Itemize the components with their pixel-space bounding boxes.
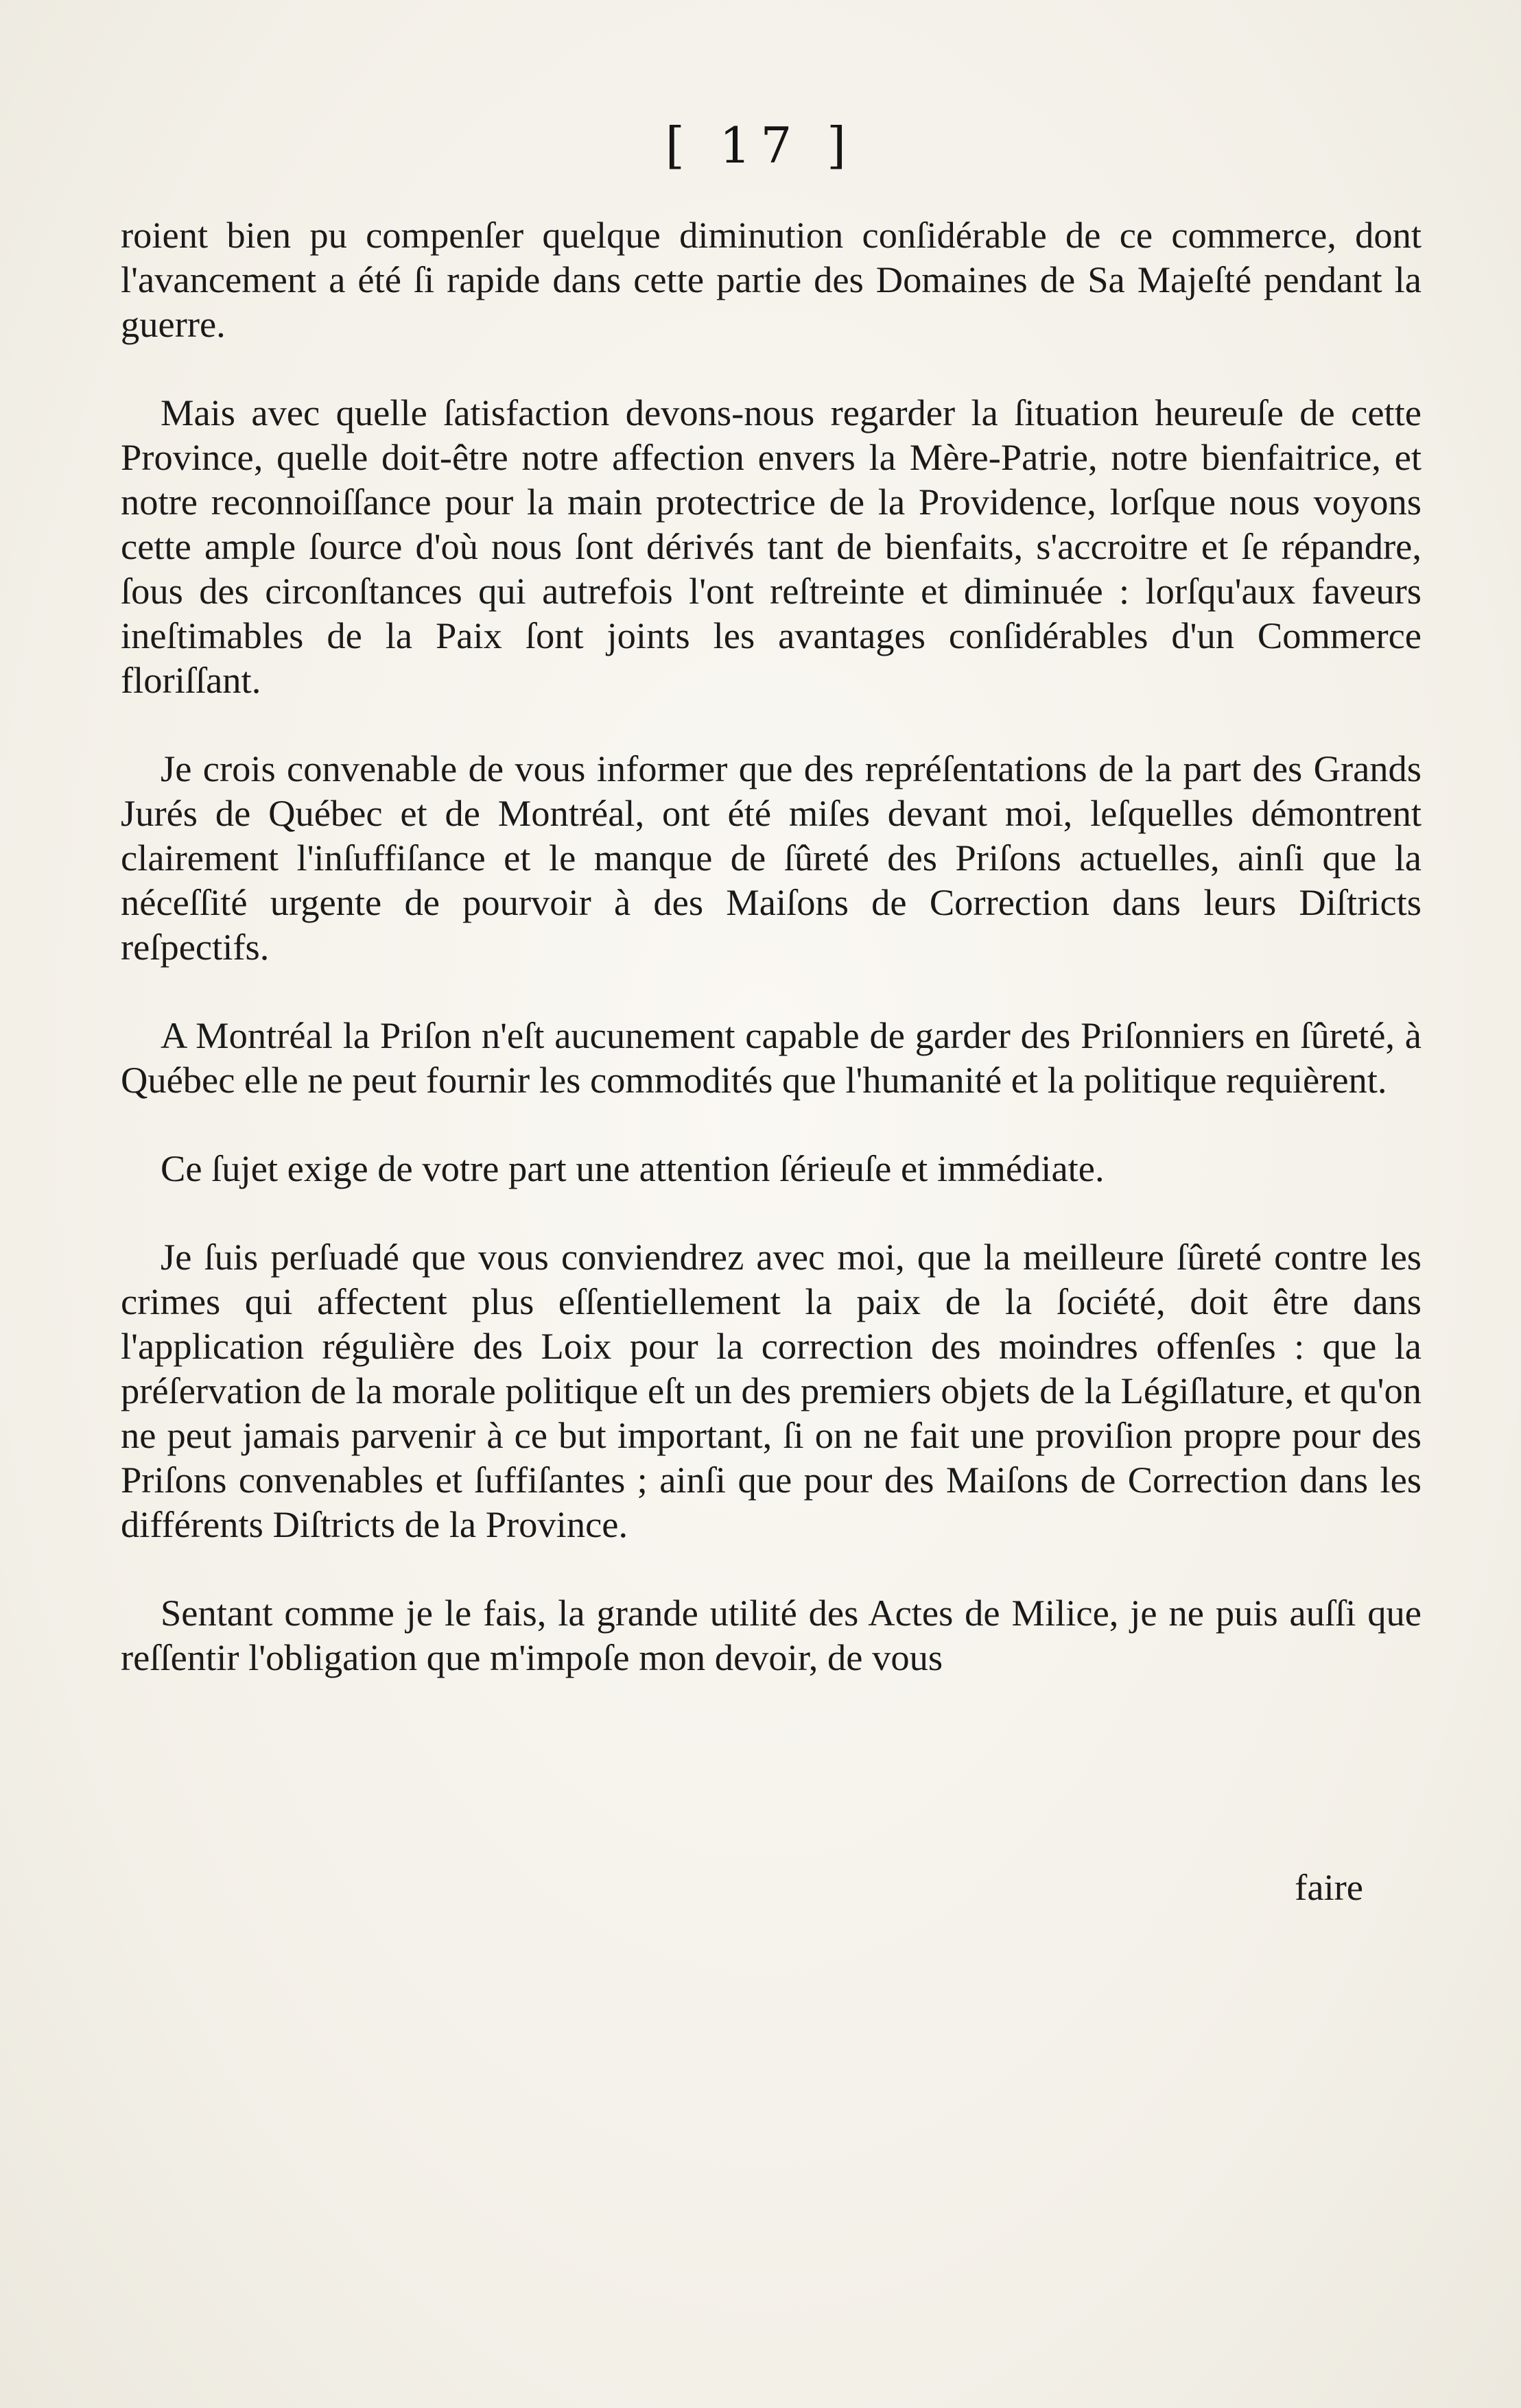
- paragraph-4: A Montréal la Priſon n'eſt aucunement capable de garder des Priſonniers en ſûreté, à Québec elle ne peut fournir les commodités que l'humanité et la politique requièrent.: [121, 1014, 1422, 1101]
- body-text: [121, 213, 1422, 1724]
- paragraph-6: Je ſuis perſuadé que vous conviendrez avec moi, que la meilleure ſûreté contre les crimes qui affectent plus eſſentiellement la paix de la ſociété, doit être dans l'application régulière des Loix pour la correction des moindres offenſes : que la préſervation de la morale politique eſt un des premiers objets de la Légiſlature, et qu'on ne peut jamais parvenir à ce but important, ſi on ne fait une proviſion propre pour des Priſons convenables et ſuffiſantes ; ainſi que pour des Maiſons de Correction dans les différents Diſtricts de la Province.: [121, 1236, 1422, 1545]
- paragraph-5: Ce ſujet exige de votre part une attention ſérieuſe et immédiate.: [161, 1147, 1105, 1189]
- catchword: faire: [1295, 1866, 1363, 1908]
- paragraph-3: Je crois convenable de vous informer que des repréſentations de la part des Grands Jurés de Québec et de Montréal, ont été miſes devant moi, leſquelles démontrent clairement l'inſuffiſance et le manque de ſûreté des Priſons actuelles, ainſi que la néceſſité urgente de pourvoir à des Maiſons de Correction dans leurs Diſtricts reſpectifs.: [121, 748, 1422, 968]
- paragraph-2: Mais avec quelle ſatisfaction devons-nous regarder la ſituation heureuſe de cette Province, quelle doit-être notre affection envers la Mère-Patrie, notre bienfaitrice, et notre reconnoiſſance pour la main protectrice de la Providence, lorſque nous voyons cette ample ſource d'où nous ſont dérivés tant de bienfaits, s'accroitre et ſe répandre, ſous des circonſtances qui autrefois l'ont reſtreinte et diminuée : lorſqu'aux faveurs ineſtimables de la Paix ſont joints les avantages conſidérables d'un Commerce floriſſant.: [121, 392, 1422, 701]
- page-number: [ 17 ]: [665, 117, 856, 174]
- paragraph-7: Sentant comme je le fais, la grande utilité des Actes de Milice, je ne puis auſſi que reſſentir l'obligation que m'impoſe mon devoir, de vous: [121, 1592, 1422, 1678]
- paragraph-1: roient bien pu compenſer quelque diminution conſidérable de ce commerce, dont l'avancement a été ſi rapide dans cette partie des Domaines de Sa Majeſté pendant la guerre.: [121, 214, 1422, 345]
